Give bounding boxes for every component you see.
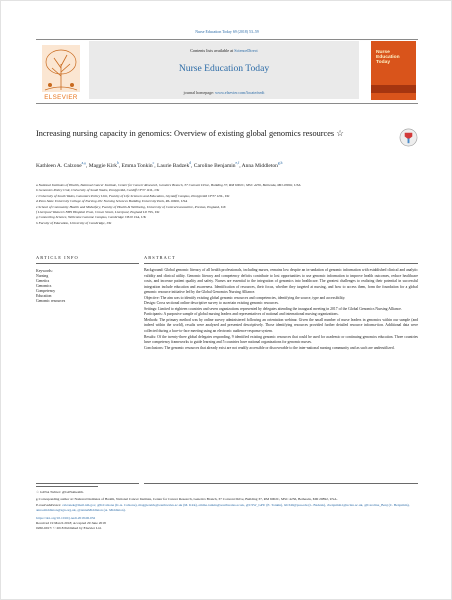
title-footnote-mark: ☆ xyxy=(336,129,344,138)
author-name[interactable] xyxy=(36,163,86,169)
article-info-rule xyxy=(36,263,139,264)
abstract-bottom-rule xyxy=(144,483,418,484)
journal-title: Nurse Education Today xyxy=(178,63,270,74)
header-bottom-rule xyxy=(36,103,418,104)
affiliation-item: e School of Community Health and Midwifery, Faculty of Health & Wellbeing, University of Central Lancashire, Preston, England, UK xyxy=(36,204,226,209)
email-footnote xyxy=(36,503,418,514)
keyword-item: Education xyxy=(36,294,52,298)
article-info-bottom-rule xyxy=(36,483,139,484)
doi-link[interactable]: https://doi.org/10.1016/j.nedt.2018.06.032 xyxy=(36,515,96,520)
homepage-prefix: journal homepage: xyxy=(183,90,216,95)
author-name[interactable] xyxy=(193,161,242,169)
author-affiliation-mark[interactable]: b xyxy=(116,161,119,165)
author-affiliation-mark[interactable]: d xyxy=(189,161,192,165)
abstract-settings: Settings: Limited to eighteen countries and seven organizations represented by delegates attending the inaugural meeting in 2017 of the Global Genomics Nursing Alliance. xyxy=(144,306,402,311)
keyword-item: Nursing xyxy=(36,274,49,278)
copyright-line: 0260-6917/ © 2018 Published by Elsevier Ltd. xyxy=(36,526,102,531)
journal-citation[interactable]: Nurse Education Today 69 (2018) 53–59 xyxy=(195,30,259,34)
footnotes xyxy=(36,490,418,532)
cover-title: Nurse Education Today xyxy=(376,50,400,66)
homepage-line xyxy=(89,90,359,95)
keyword-item: Genomics xyxy=(36,284,52,288)
abstract-heading: ABSTRACT xyxy=(144,255,176,260)
abstract-participants: Participants: A purposive sample of global nursing leaders and representatives of national and international nursing organizations. xyxy=(144,312,339,317)
author-name[interactable] xyxy=(89,163,119,169)
journal-homepage-link[interactable]: www.elsevier.com/locate/nedt xyxy=(215,90,265,95)
corresponding-author-footnote: ⁎ Corresponding author at: National Institutes of Health, National Cancer Institute, Center for Cancer Research, Genetics Branch, 37 Convent Drive, Building 37, RM 6002C, MSC 4256, Bethesda, MD 20892, USA. xyxy=(36,497,338,502)
affiliation-item: f Liverpool Women's NHS Hospital Trust, Crown Street, Liverpool, England L8 7SS, UK xyxy=(36,210,160,215)
author-affiliation-mark[interactable]: c xyxy=(152,161,155,165)
abstract-conclusions: Conclusions: The genomic resources that already exist are not readily accessible or discoverable to the inter-national nursing community and as such are underutilized. xyxy=(144,345,395,350)
author-separator: , xyxy=(154,162,158,169)
author-name[interactable] xyxy=(157,163,191,169)
author-name-text: Caroline Benjamin xyxy=(193,162,236,169)
header-top-rule xyxy=(36,39,418,40)
article-title-text: Increasing nursing capacity in genomics: Overview of existing global genomics resources xyxy=(36,129,335,138)
contents-prefix: Contents lists available at xyxy=(190,48,235,53)
affiliation-item: a National Institutes of Health, National Cancer Institute, Center for Cancer Research, Genetics Branch, 37 Convent Drive, Building 37, RM 6002C, MSC 4256, Bethesda, MD 20892, USA xyxy=(36,183,301,187)
affiliation-list xyxy=(36,183,418,226)
article-info-heading: ARTICLE INFO xyxy=(36,255,79,260)
article-title xyxy=(36,129,356,140)
publisher-wordmark: ELSEVIER xyxy=(44,94,78,101)
abstract-design: Design: Cross sectional online descriptive survey to ascertain existing genomic resources. xyxy=(144,301,279,306)
abstract-objective: Objective: The aim was to identify existing global genomic resources and competencies, identifying the source, type and accessibility. xyxy=(144,295,346,300)
journal-cover-thumbnail xyxy=(371,41,416,100)
email-links[interactable]: calzonek@mail.nih.gov, @KCalzone (K.A. Calzone), maggie.kirk@southwales.ac.uk (M. Kirk), emma.tonkin@southwales.ac.uk, @CSW_GPU (E. Tonkin), lzb340@psu.edu (L. Badzek), cbenjamin1@uclan.ac.uk, @Caroline_Benj (C. Benjamin), anna.middleton@sgn.org.uk, @AnnaMiddleton (A. Middleton). xyxy=(36,502,410,513)
keyword-item: Competency xyxy=(36,289,56,293)
keywords-label: Keywords: xyxy=(36,269,53,273)
keyword-item: Genomic resources xyxy=(36,299,66,303)
keyword-item: Genetics xyxy=(36,279,50,283)
affiliation-item: g Connecting Science, Wellcome Genome Campus, Cambridge CB10 1SA, UK xyxy=(36,215,146,220)
author-separator: , xyxy=(239,162,242,169)
author-affiliation-mark[interactable]: g,h xyxy=(277,161,283,165)
author-name-text: Emma Tonkin xyxy=(121,162,153,169)
author-name[interactable] xyxy=(121,161,158,169)
author-name-text: Laurie Badzek xyxy=(157,162,190,169)
author-list xyxy=(36,159,418,170)
affiliation-item: d Penn State University College of Nursing 201 Nursing Sciences Building University Park, PA 16802, USA xyxy=(36,199,188,204)
author-separator: , xyxy=(118,162,122,169)
author-name-text: Kathleen A. Calzone xyxy=(36,162,82,169)
abstract-rule xyxy=(144,263,418,264)
abstract-results: Results: Of the twenty-three global delegates responding, 9 identified existing genomic resources that could be used for academic or continuing genomics education. Three countries have competency frameworks to guide learning and 5 countries have national organizations for genomic nurses. xyxy=(144,334,418,345)
affiliation-item: c University of South Wales, Genomics Policy Unit, Faculty of Life Sciences and Education, Glyntaff Campus, Pontypridd CF37 1DL, UK xyxy=(36,193,230,198)
affiliation-item: h Faculty of Education, University of Cambridge, UK xyxy=(36,220,112,225)
author-separator: , xyxy=(191,162,194,169)
author-name[interactable] xyxy=(242,163,283,169)
author-separator: , xyxy=(85,162,89,169)
keywords-panel xyxy=(36,269,139,304)
received-dates: Received 19 March 2018; Accepted 29 June 2018 xyxy=(36,521,106,526)
author-name-text: Anna Middleton xyxy=(241,162,278,169)
email-label: E-mail addresses: xyxy=(36,502,63,507)
abstract-methods: Methods: The primary method was by online survey administered following an orientation webinar. Given the small number of nurse leaders in genomics within our sample (and indeed within the world), results were analyzed and presented descriptively. Those identifying resources provided further detailed resource informa-tion. Additional data were collected during a face-to-face meeting using an electronic audience-response system. xyxy=(144,317,418,334)
sciencedirect-link[interactable]: ScienceDirect xyxy=(234,48,258,53)
author-affiliation-mark[interactable]: e,f xyxy=(235,161,240,165)
affiliation-item: b Genomics Policy Unit, University of South Wales, Pontypridd, Cardiff CF37 1DL, UK xyxy=(36,188,160,193)
abstract-background: Background: Global genomic literacy of all health professionals, including nurses, remains low despite an in-undation of genomic information with established clinical and analytic validity and clinical utility. Genomic literacy and competency deficits contribute to lost opportunities to use genomic information to improve health outcomes, reduce healthcare costs, and increase patient quality and safety. Nurses are essential to the integration of genomics into healthcare. The greatest challenges to realizing their potential in successful integration include education and awareness. Identification of resources, their focus, whether they targeted at nursing, and how to access them, form the foundation for a global genomic resource initiative led by the Global Genomics Nursing Alliance. xyxy=(144,268,418,295)
author-name-text: Maggie Kirk xyxy=(88,162,117,169)
contents-line xyxy=(89,48,359,53)
twitter-footnote: ☆ G2NA Twitter: @G2NAhealth. xyxy=(36,490,84,494)
footnote-rule xyxy=(36,486,98,487)
crossmark-icon[interactable] xyxy=(399,128,418,147)
abstract-body xyxy=(144,268,418,351)
author-affiliation-mark[interactable]: a,⁎ xyxy=(81,161,86,165)
cover-stripe xyxy=(371,85,416,93)
